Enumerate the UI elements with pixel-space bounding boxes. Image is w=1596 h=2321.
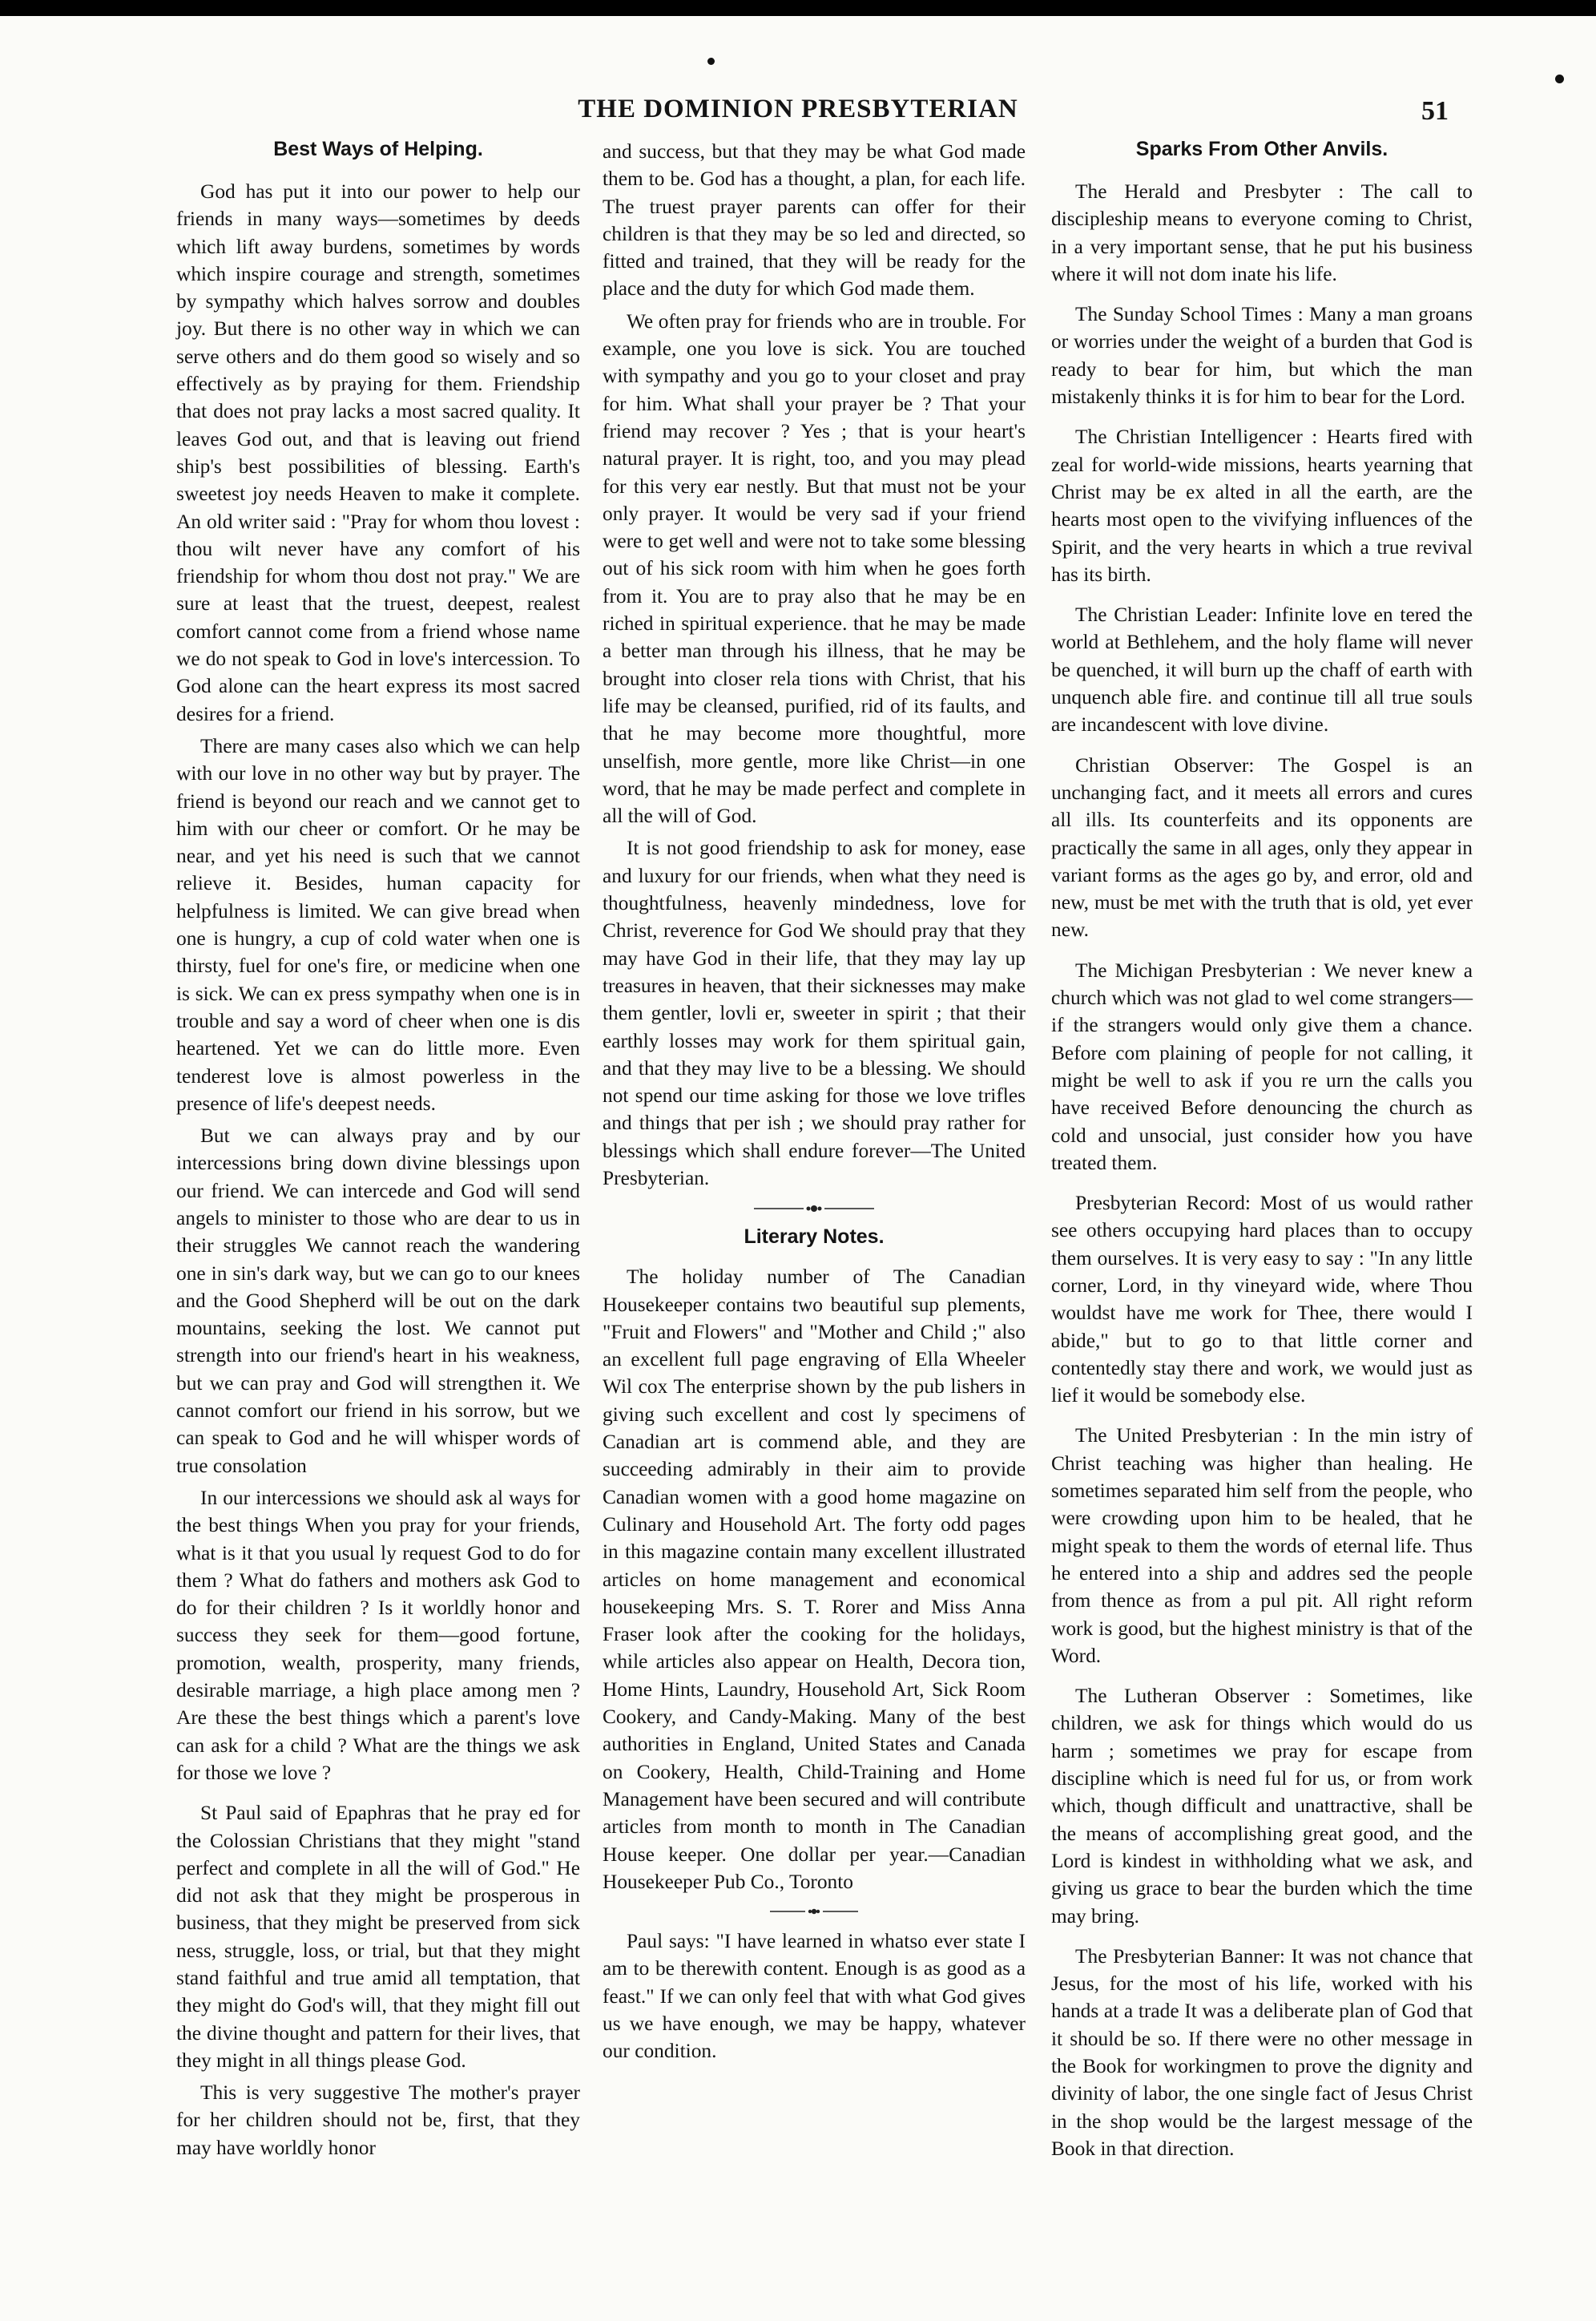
quote-paragraph: Presbyterian Record: Most of us would rather see others occupying hard places than to occupy them ourselves. It is very easy to say : "In any little corner, Lord, in thy vineyard wide, where Thou wouldst have me work for Thee, there would I abide," but to go to that little corner and contentedly stay there and work, we would just as lief it would be somebody else.	[1051, 1192, 1473, 1407]
article-paragraph: But we can always pray and by our intercessions bring down divine blessings upon our friend. We can intercede and God will send angels to minister to those who are dear to us in their struggles We cannot reach the wandering one in sin's dark way, but we can go to our knees and the Good Shepherd will be out on the dark mountains, seeking the lost. We cannot put strength into our friend's heart in his weakness, but we can pray and God will strengthen it. We cannot comfort our friend in his sorrow, but we can speak to God and he will whisper words of true consolation	[176, 1124, 580, 1477]
article-paragraph-continued: and success, but that they may be what God made them to be. God has a thought, a plan, for each life. The truest prayer parents can offer for their children is that they may be so led and directed, so fitted and trained, that they will be ready for the place and the duty for which God made them.	[603, 140, 1026, 301]
article-paragraph: Paul says: "I have learned in whatso ever state I am to be therewith content. Enough is as good as a feast." If we can only feel that with what God gives us we have enough, we may be happy, whatever our condition.	[603, 1930, 1026, 2063]
article-paragraph: The holiday number of The Canadian Housekeeper contains two beautiful sup plements, "Fruit and Flowers" and "Mother and Child ;" also an excellent full page engraving of Ella Wheeler Wil cox The enterprise shown by the pub lishers in giving such excellent and cost ly specimens of Canadian art is commend able, and they are succeeding admirably in their aim to provide Canadian women with a good home magazine on Culinary and Household Art. The forty odd pages in this magazine contain many excellent illustrated articles on home management and economical housekeeping Mrs. S. T. Rorer and Miss Anna Fraser look after the cooking for the holidays, while articles also appear on Health, Decora tion, Home Hints, Laundry, Household Art, Sick Room Cookery, and Candy-Making. Many of the best authorities in England, United States and Canada on Cookery, Health, Child-Training and Home Management have been secured and will contribute articles from month to month in The Canadian House keeper. One dollar per year.—Canadian Housekeeper Pub Co., Toronto	[603, 1265, 1026, 1893]
scan-top-border	[0, 0, 1596, 16]
quote-paragraph: The Christian Intelligencer : Hearts fired with zeal for world-wide missions, hearts yearning that Christ may be ex alted in all the earth, are the hearts most open to the vivifying influences of the Spirit, and the very hearts in which a true revival has its birth.	[1051, 426, 1473, 586]
quote-paragraph: The Sunday School Times : Many a man groans or worries under the weight of a burden that God is ready to bear for him, but which the man mistakenly thinks it is for him to bear for the Lord.	[1051, 303, 1473, 409]
quote-paragraph: The Herald and Presbyter : The call to discipleship means to everyone coming to Christ, in a very important sense, that he put his business where it will not dom inate his life.	[1051, 180, 1473, 285]
article-paragraph: It is not good friendship to ask for money, ease and luxury for our friends, when what they need is thoughtfulness, heavenly mindedness, love for Christ, reverence for God We should pray that they may have God in their life, that they may lay up treasures in heaven, that their sicknesses may make them gentler, lovli er, sweeter in spirit ; that their earthly losses may work for them spiritual gain, and that they may live to be a blessing. We should not spend our time asking for those we love trifles and things that per ish ; we should pray rather for blessings which shall endure forever—The United Presbyterian.	[603, 837, 1026, 1189]
column-middle	[603, 138, 1026, 2070]
quote-paragraph: The Lutheran Observer : Sometimes, like children, we ask for things which would do us harm ; sometimes we pray for escape from discipline which is need ful for us, or from work which, though difficult and unattractive, shall be the means of accomplishing great good, and the Lord is kindest in withholding what we ask, and giving us grace to bear the burden which the time may bring.	[1051, 1685, 1473, 1927]
article-heading-literary-notes: Literary Notes.	[744, 1225, 885, 1249]
section-divider-ornament	[754, 1203, 874, 1214]
page-header-title: THE DOMINION PRESBYTERIAN	[578, 95, 1018, 123]
quote-paragraph: The United Presbyterian : In the min istry of Christ teaching was higher than healing. He sometimes separated him self from the people, who were crowding upon him to be healed, that he might speak to them the words of eternal life. Thus he entered into a ship and addres sed the people from thence as from a pul pit. All right reform work is good, but the highest ministry is that of the Word.	[1051, 1424, 1473, 1667]
section-divider-ornament	[770, 1907, 858, 1916]
article-paragraph: In our intercessions we should ask al ways for the best things When you pray for your friends, what is it that you usual ly request God to do for them ? What do fathers and mothers ask God to do for their children ? Is it worldly honor and success they seek for them—good fortune, promotion, wealth, prosperity, many friends, desirable marriage, a high place among men ? Are these the best things which a parent's love can ask for a child ? What are the things we ask for those we love ?	[176, 1486, 580, 1784]
page-number: 51	[1421, 96, 1449, 126]
article-paragraph: There are many cases also which we can help with our love in no other way but by prayer. The friend is beyond our reach and we cannot get to him with our cheer or comfort. Or he may be near, and yet his need is such that we cannot relieve it. Besides, human capacity for helpfulness is limited. We can give bread when one is hungry, a cup of cold water when one is thirsty, fuel for one's fire, or medicine when one is sick. We can ex press sympathy when one is in trouble and say a word of cheer when one is dis heartened. Yet we can do little more. Even tenderest love is almost powerless in the presence of life's deepest needs.	[176, 734, 580, 1115]
article-paragraph: St Paul said of Epaphras that he pray ed for the Colossian Christians that they might "stand perfect and complete in all the will of God." He did not ask that they might be prosperous in business, that they might be preserved from sick ness, struggle, loss, or trial, but that they might stand faithful and true amid all temptation, that they might do God's will, that they might fill out the divine thought and pattern for their lives, that they might in all things please God.	[176, 1802, 580, 2072]
quote-paragraph: Christian Observer: The Gospel is an unchanging fact, and it meets all errors and cures all ills. Its counterfeits and its opponents are practically the same in all ages, only they appear in variant forms as the ages go by, and error, old and new, must be met with the truth that is old, yet ever new.	[1051, 753, 1473, 942]
ink-speck	[1555, 75, 1564, 83]
article-paragraph: This is very suggestive The mother's prayer for her children should not be, first, that they may have worldly honor	[176, 2081, 580, 2159]
column-right	[1051, 138, 1473, 2175]
article-heading-sparks: Sparks From Other Anvils.	[1135, 138, 1388, 160]
ink-speck	[707, 58, 715, 65]
column-left	[176, 138, 580, 2166]
quote-paragraph: The Presbyterian Banner: It was not chance that Jesus, for the most of his life, worked with his hands at a trade It was a deliberate plan of God that it should be so. If there were no other message in the Book for workingmen to prove the dignity and divinity of labor, the one single fact of Jesus Christ in the shop would be the largest message of the Book in that direction.	[1051, 1944, 1473, 2160]
quote-paragraph: The Michigan Presbyterian : We never knew a church which was not glad to wel come strangers—if the strangers would only give them a chance. Before com plaining of people for not calling, it might be well to ask if you re urn the calls you have received Before denouncing the church as cold and unsocial, just consider how you have treated them.	[1051, 959, 1473, 1174]
article-paragraph: God has put it into our power to help our friends in many ways—sometimes by deeds which lift away burdens, sometimes by words which inspire courage and strength, sometimes by sympathy which halves sorrow and doubles joy. But there is no other way in which we can serve others and do them good so wisely and so effectively as by praying for them. Friendship that does not pray lacks a most sacred quality. It leaves God out, and that is leaving out friend ship's best possibilities of blessing. Earth's sweetest joy needs Heaven to make it complete. An old writer said : "Pray for whom thou lovest : thou wilt never have any comfort of his friendship for whom thou dost not pray." We are sure at least that the truest, deepest, realest comfort cannot come from a friend whose name we do not speak to God in love's intercession. To God alone can the heart express its most sacred desires for a friend.	[176, 180, 580, 725]
article-paragraph: We often pray for friends who are in trouble. For example, one you love is sick. You are touched with sympathy and you go to your closet and pray for him. What shall your prayer be ? That your friend may recover ? Yes ; that is your heart's natural prayer. It is right, too, and you may plead for this very ear nestly. But that must not be your only prayer. It would be very sad if your friend were to get well and were not to take some blessing out of his sick room with him when he goes forth from it. You are to pray also that he may be en riched in spiritual experience. that he may be made a better man through his illness, that he may be brought into closer rela tions with Christ, that his life may be cleansed, purified, rid of its faults, and that he may become more thoughtful, more unselfish, more gentle, more like Christ—in one word, that he may be made perfect and complete in all the will of God.	[603, 309, 1026, 828]
quote-paragraph: The Christian Leader: Infinite love en tered the world at Bethlehem, and the holy flame will never be quenched, it will burn up the chaff of earth with unquench able fire. and continue till all true souls are incandescent with love divine.	[1051, 603, 1473, 737]
article-heading-best-ways: Best Ways of Helping.	[273, 138, 483, 160]
